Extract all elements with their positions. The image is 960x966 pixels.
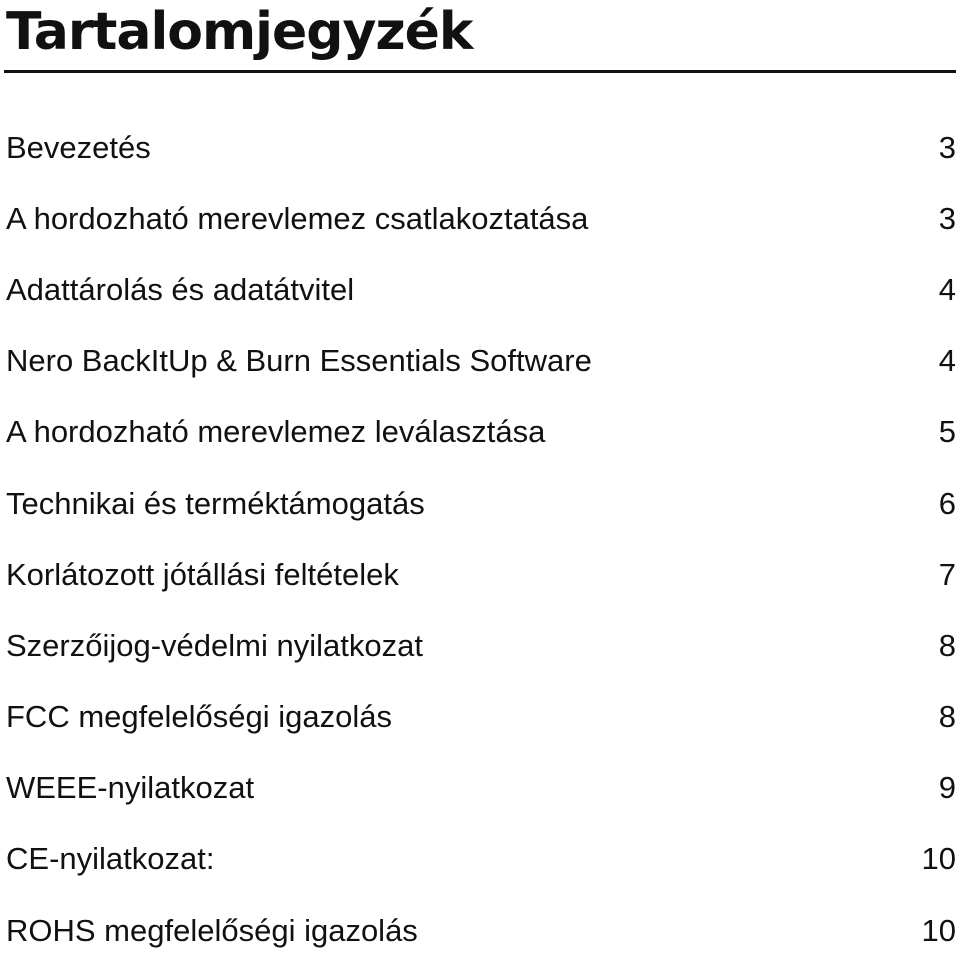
toc-entry-page: 5 (938, 414, 956, 450)
toc-entry-page: 7 (938, 556, 956, 592)
toc-entry[interactable] (0, 112, 960, 183)
toc-entry[interactable] (0, 610, 960, 681)
toc-entry-title: A hordozható merevlemez csatlakoztatása (6, 200, 589, 236)
table-of-contents (0, 112, 960, 966)
toc-entry[interactable] (0, 682, 960, 753)
toc-entry[interactable] (0, 824, 960, 895)
toc-entry-title: FCC megfelelőségi igazolás (6, 699, 392, 735)
toc-entry-title: Technikai és terméktámogatás (6, 485, 425, 521)
toc-entry-page: 10 (921, 912, 956, 948)
toc-entry-page: 3 (938, 200, 956, 236)
toc-entry-page: 6 (938, 485, 956, 521)
toc-entry-title: Szerzőijog-védelmi nyilatkozat (6, 627, 423, 663)
toc-entry-page: 4 (938, 271, 956, 307)
page-title: Tartalomjegyzék (6, 2, 473, 62)
toc-entry[interactable] (0, 753, 960, 824)
toc-entry[interactable] (0, 326, 960, 397)
toc-entry[interactable] (0, 895, 960, 966)
toc-entry-title: Adattárolás és adatátvitel (6, 271, 355, 307)
toc-entry[interactable] (0, 397, 960, 468)
toc-entry[interactable] (0, 183, 960, 254)
toc-entry[interactable] (0, 468, 960, 539)
toc-entry-page: 8 (938, 699, 956, 735)
toc-entry-title: Bevezetés (6, 129, 151, 165)
toc-entry-page: 4 (938, 343, 956, 379)
toc-entry-page: 10 (921, 841, 956, 877)
toc-entry-title: ROHS megfelelőségi igazolás (6, 912, 418, 948)
toc-entry-title: CE-nyilatkozat: (6, 841, 215, 877)
toc-entry[interactable] (0, 254, 960, 325)
toc-entry-page: 9 (938, 770, 956, 806)
toc-entry-title: A hordozható merevlemez leválasztása (6, 414, 546, 450)
toc-entry-page: 8 (938, 627, 956, 663)
toc-entry-page: 3 (938, 129, 956, 165)
toc-entry-title: WEEE-nyilatkozat (6, 770, 255, 806)
toc-entry-title: Nero BackItUp & Burn Essentials Software (6, 343, 592, 379)
title-divider (4, 70, 956, 73)
toc-entry-title: Korlátozott jótállási feltételek (6, 556, 399, 592)
toc-entry[interactable] (0, 539, 960, 610)
